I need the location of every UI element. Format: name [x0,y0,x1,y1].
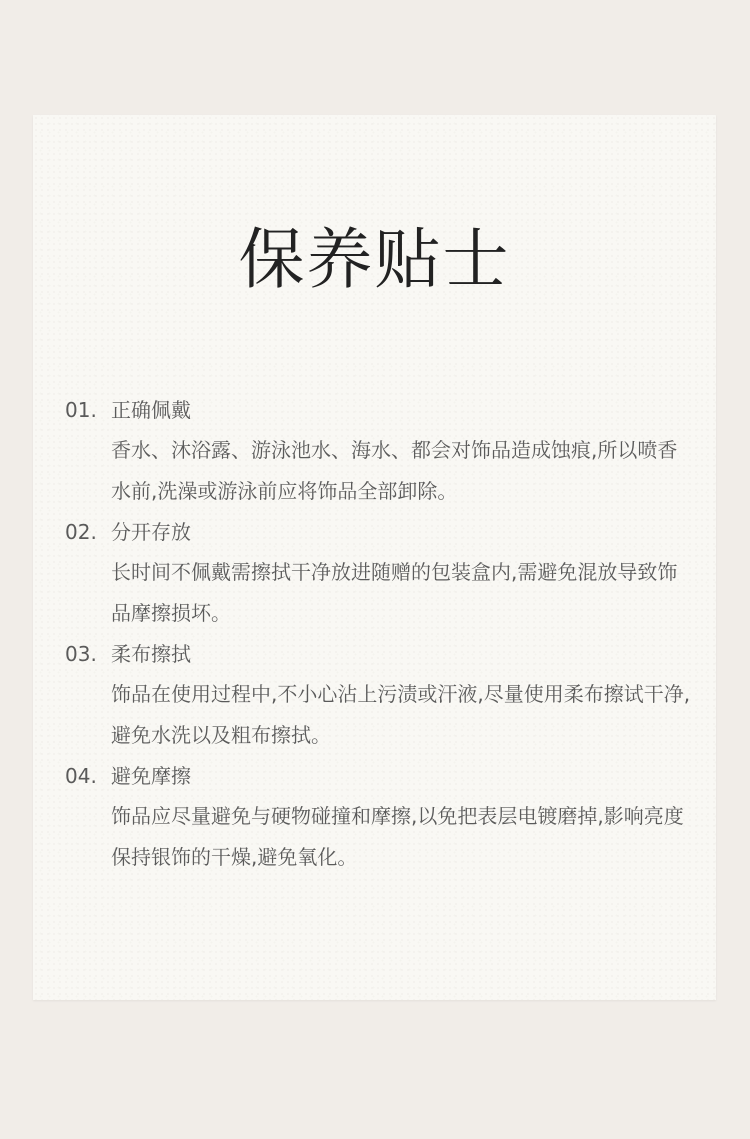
tip-heading: 避免摩擦 [111,764,191,788]
tip-item [65,390,695,512]
care-tips-card [33,115,716,1000]
tip-number: 01. [65,398,97,422]
tip-body: 饰品应尽量避免与硬物碰撞和摩擦,以免把表层电镀磨掉,影响亮度保持银饰的干燥,避免氧化。 [111,804,684,869]
tip-number: 04. [65,764,97,788]
tip-number: 03. [65,642,97,666]
page-title: 保养贴士 [238,221,511,298]
tip-heading: 分开存放 [111,520,191,544]
tip-heading-row [65,634,695,674]
tip-heading-row [65,756,695,796]
tip-heading: 柔布擦拭 [111,642,191,666]
tip-heading-row [65,512,695,552]
tip-number: 02. [65,520,97,544]
tip-item [65,512,695,634]
tip-heading: 正确佩戴 [111,398,191,422]
tip-item [65,756,695,878]
tip-heading-row [65,390,695,430]
tip-item [65,634,695,756]
tip-body: 饰品在使用过程中,不小心沾上污渍或汗液,尽量使用柔布擦试干净,避免水洗以及粗布擦拭。 [111,682,691,747]
tips-list [65,390,695,878]
tip-body: 长时间不佩戴需擦拭干净放进随赠的包装盒内,需避免混放导致饰品摩擦损坏。 [111,560,678,625]
tip-body: 香水、沐浴露、游泳池水、海水、都会对饰品造成蚀痕,所以喷香水前,洗澡或游泳前应将饰品全部卸除。 [111,438,678,503]
